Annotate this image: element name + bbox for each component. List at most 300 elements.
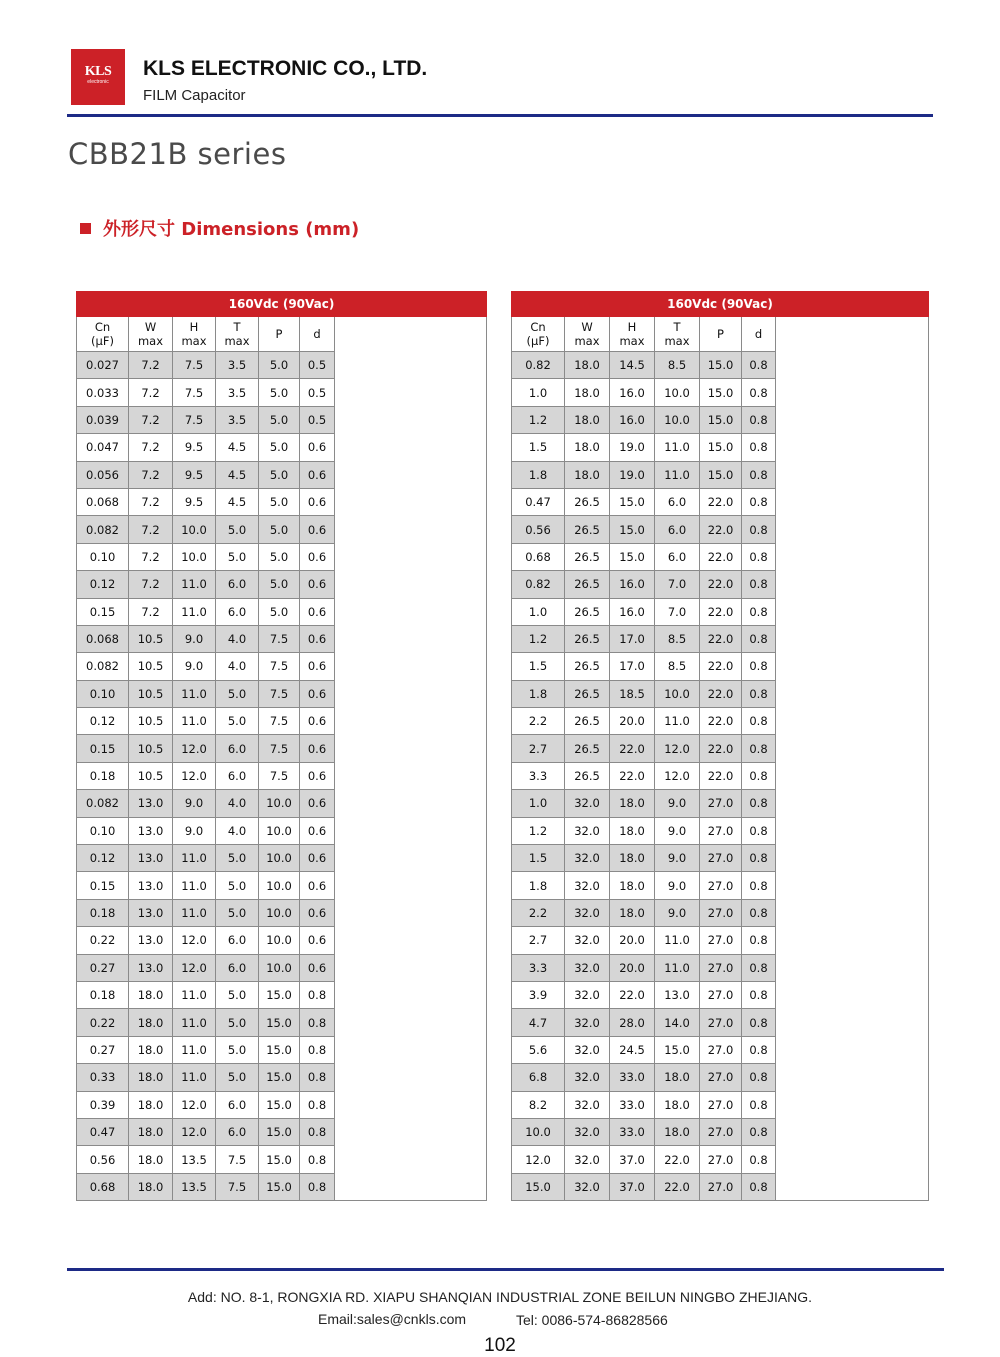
table-cell: 13.0 [129,817,173,844]
table-cell: 7.2 [129,461,173,488]
table-cell: 18.0 [565,406,610,433]
table-cell: 15.0 [259,1146,300,1173]
table-cell: 18.0 [129,1146,173,1173]
table-cell: 1.8 [512,680,565,707]
table-cell: 11.0 [173,708,216,735]
table-cell: 5.0 [259,598,300,625]
table-row [512,708,929,735]
table-cell: 32.0 [565,1064,610,1091]
table-cell: 0.8 [742,1091,776,1118]
empty-cell [335,1146,487,1173]
table-cell: 0.8 [742,598,776,625]
logo-subtext: electronic [87,79,109,85]
footer-email: Email:sales@cnkls.com [318,1311,467,1327]
table-cell: 15.0 [700,406,742,433]
table-cell: 0.5 [300,379,335,406]
table-cell: 0.082 [77,653,129,680]
column-header-unit: (μF) [91,334,114,348]
table-cell: 0.10 [77,680,129,707]
table-cell: 0.8 [742,1009,776,1036]
table-cell: 0.8 [300,1064,335,1091]
table-cell: 7.2 [129,488,173,515]
table-cell: 22.0 [700,735,742,762]
table-cell: 0.22 [77,927,129,954]
column-header [129,317,173,352]
empty-cell [776,516,929,543]
table-cell: 26.5 [565,598,610,625]
table-cell: 0.6 [300,762,335,789]
table-row [77,899,487,926]
table-cell: 26.5 [565,708,610,735]
table-row [77,708,487,735]
table-cell: 33.0 [610,1064,655,1091]
table-cell: 0.8 [742,1064,776,1091]
table-cell: 9.0 [173,790,216,817]
column-header [77,317,129,352]
table-cell: 0.6 [300,653,335,680]
table-cell: 20.0 [610,954,655,981]
table-row [512,817,929,844]
empty-cell [776,461,929,488]
table-cell: 0.82 [512,571,565,598]
table-cell: 0.8 [742,954,776,981]
logo-text: KLS [84,64,112,79]
table-cell: 8.5 [655,625,700,652]
table-cell: 11.0 [173,680,216,707]
empty-cell [776,434,929,461]
empty-cell [776,845,929,872]
column-header [173,317,216,352]
table-cell: 0.6 [300,708,335,735]
table-row [512,543,929,570]
table-row [77,1146,487,1173]
column-header-label: Cn [94,320,111,334]
column-header-label: Cn [530,320,546,334]
table-cell: 26.5 [565,735,610,762]
table-cell: 12.0 [655,735,700,762]
square-bullet-icon [80,223,91,234]
column-header-label: d [313,327,321,341]
table-cell: 5.0 [216,708,259,735]
table-cell: 26.5 [565,516,610,543]
table-cell: 11.0 [173,899,216,926]
table-cell: 9.0 [655,817,700,844]
table-cell: 22.0 [700,571,742,598]
table-cell: 0.8 [742,762,776,789]
table-cell: 13.0 [129,927,173,954]
table-cell: 0.8 [742,352,776,379]
table-cell: 15.0 [700,352,742,379]
table-cell: 12.0 [655,762,700,789]
table-cell: 0.8 [742,461,776,488]
table-cell: 32.0 [565,981,610,1008]
empty-cell [335,927,487,954]
table-cell: 18.0 [565,434,610,461]
table-cell: 0.082 [77,790,129,817]
table-cell: 5.0 [216,1009,259,1036]
empty-cell [335,625,487,652]
table-cell: 7.5 [173,352,216,379]
table-row [512,1118,929,1145]
table-cell: 15.0 [259,1091,300,1118]
table-cell: 20.0 [610,927,655,954]
table-cell: 10.0 [259,954,300,981]
table-row [77,981,487,1008]
table-row [77,845,487,872]
table-cell: 0.047 [77,434,129,461]
table-cell: 0.12 [77,845,129,872]
table-cell: 0.15 [77,872,129,899]
table-cell: 33.0 [610,1091,655,1118]
table-cell: 5.0 [216,516,259,543]
table-cell: 17.0 [610,625,655,652]
table-cell: 5.0 [216,872,259,899]
table-cell: 14.5 [610,352,655,379]
table-cell: 32.0 [565,845,610,872]
table-row [512,954,929,981]
table-cell: 22.0 [610,981,655,1008]
table-cell: 26.5 [565,571,610,598]
empty-cell [335,899,487,926]
table-cell: 0.5 [300,406,335,433]
table-cell: 1.0 [512,379,565,406]
table-row [512,872,929,899]
empty-cell [776,762,929,789]
table-cell: 0.6 [300,790,335,817]
table-row [77,1118,487,1145]
table-cell: 18.0 [129,1064,173,1091]
table-cell: 0.5 [300,352,335,379]
table-cell: 0.10 [77,543,129,570]
empty-cell [776,790,929,817]
table-cell: 27.0 [700,817,742,844]
table-cell: 10.0 [655,379,700,406]
column-header-label: W [581,320,593,334]
empty-cell [776,927,929,954]
table-cell: 4.5 [216,434,259,461]
table-cell: 18.0 [610,872,655,899]
empty-cell [335,516,487,543]
table-row [77,954,487,981]
empty-cell [776,680,929,707]
table-cell: 7.0 [655,598,700,625]
table-cell: 22.0 [700,516,742,543]
table-row [77,352,487,379]
table-row [512,653,929,680]
table-cell: 0.8 [300,1009,335,1036]
table-cell: 6.0 [216,1118,259,1145]
table-cell: 7.2 [129,516,173,543]
table-cell: 10.0 [259,845,300,872]
table-cell: 27.0 [700,981,742,1008]
table-cell: 16.0 [610,571,655,598]
column-header [742,317,776,352]
empty-cell [335,434,487,461]
table-cell: 6.0 [216,927,259,954]
table-cell: 15.0 [512,1173,565,1200]
table-cell: 18.0 [610,899,655,926]
table-cell: 0.18 [77,762,129,789]
column-header-unit: max [137,334,164,348]
table-cell: 37.0 [610,1146,655,1173]
table-cell: 27.0 [700,1173,742,1200]
table-cell: 22.0 [655,1146,700,1173]
voltage-rating-header: 160Vdc (90Vac) [77,292,487,317]
table-cell: 1.5 [512,845,565,872]
table-cell: 4.0 [216,625,259,652]
table-cell: 32.0 [565,927,610,954]
empty-column [776,317,929,352]
table-row [512,899,929,926]
table-cell: 6.0 [216,762,259,789]
empty-cell [335,845,487,872]
table-cell: 18.0 [129,981,173,1008]
table-cell: 20.0 [610,708,655,735]
table-cell: 22.0 [700,598,742,625]
table-cell: 5.0 [216,543,259,570]
table-cell: 0.068 [77,625,129,652]
table-cell: 0.8 [300,1118,335,1145]
table-cell: 11.0 [173,1064,216,1091]
table-cell: 32.0 [565,790,610,817]
empty-cell [335,1036,487,1063]
empty-cell [335,598,487,625]
table-cell: 0.39 [77,1091,129,1118]
table-cell: 5.0 [259,379,300,406]
table-cell: 0.27 [77,954,129,981]
table-cell: 0.8 [742,708,776,735]
empty-cell [335,379,487,406]
table-cell: 18.0 [129,1009,173,1036]
table-cell: 27.0 [700,790,742,817]
table-cell: 12.0 [173,927,216,954]
table-row [512,1146,929,1173]
table-cell: 5.6 [512,1036,565,1063]
table-cell: 7.5 [259,708,300,735]
table-cell: 7.2 [129,543,173,570]
table-cell: 0.033 [77,379,129,406]
table-cell: 15.0 [259,1036,300,1063]
table-cell: 0.6 [300,817,335,844]
table-cell: 11.0 [173,872,216,899]
table-cell: 12.0 [173,735,216,762]
column-header-unit: (μF) [526,334,550,348]
table-cell: 18.0 [129,1173,173,1200]
table-cell: 0.8 [742,899,776,926]
table-cell: 0.056 [77,461,129,488]
table-cell: 0.6 [300,680,335,707]
table-cell: 8.5 [655,653,700,680]
table-cell: 10.5 [129,625,173,652]
table-row [77,1064,487,1091]
table-cell: 18.0 [610,790,655,817]
table-cell: 37.0 [610,1173,655,1200]
table-cell: 0.8 [742,379,776,406]
table-cell: 5.0 [216,1064,259,1091]
table-cell: 27.0 [700,1036,742,1063]
table-cell: 27.0 [700,1064,742,1091]
table-cell: 32.0 [565,1118,610,1145]
empty-cell [335,762,487,789]
table-row [77,735,487,762]
table-cell: 6.0 [216,735,259,762]
table-row [512,927,929,954]
table-cell: 19.0 [610,461,655,488]
table-cell: 32.0 [565,817,610,844]
table-cell: 13.0 [129,872,173,899]
table-row [512,434,929,461]
table-cell: 7.2 [129,379,173,406]
table-cell: 18.0 [129,1091,173,1118]
table-cell: 10.5 [129,762,173,789]
table-cell: 26.5 [565,488,610,515]
table-cell: 9.0 [655,845,700,872]
empty-cell [335,680,487,707]
footer-phone: Tel: 0086-574-86828566 [516,1312,668,1328]
table-row [77,653,487,680]
dimensions-table-right [511,291,929,1201]
table-cell: 13.5 [173,1146,216,1173]
page-title: CBB21B series [68,137,287,171]
table-cell: 9.0 [655,790,700,817]
table-cell: 10.0 [259,872,300,899]
table-row [77,461,487,488]
table-cell: 0.18 [77,899,129,926]
table-cell: 3.3 [512,954,565,981]
table-cell: 24.5 [610,1036,655,1063]
empty-cell [776,352,929,379]
table-row [77,1009,487,1036]
table-cell: 27.0 [700,1146,742,1173]
table-cell: 7.5 [259,653,300,680]
table-cell: 6.0 [655,516,700,543]
table-cell: 22.0 [700,625,742,652]
column-header [700,317,742,352]
table-cell: 0.6 [300,461,335,488]
table-cell: 5.0 [216,680,259,707]
empty-cell [335,817,487,844]
column-header [300,317,335,352]
table-cell: 13.0 [655,981,700,1008]
table-cell: 11.0 [173,845,216,872]
table-cell: 1.0 [512,790,565,817]
table-cell: 32.0 [565,1173,610,1200]
table-cell: 0.6 [300,954,335,981]
table-cell: 0.8 [742,653,776,680]
table-cell: 8.2 [512,1091,565,1118]
table-cell: 0.56 [77,1146,129,1173]
empty-cell [776,708,929,735]
table-row [512,352,929,379]
empty-cell [335,735,487,762]
table-cell: 18.0 [655,1091,700,1118]
column-header-label: H [189,320,199,334]
table-cell: 22.0 [700,680,742,707]
table-cell: 0.8 [742,571,776,598]
table-cell: 22.0 [610,735,655,762]
table-row [77,516,487,543]
empty-cell [335,352,487,379]
table-cell: 0.8 [300,1146,335,1173]
empty-cell [776,1173,929,1200]
table-cell: 9.0 [173,817,216,844]
table-cell: 1.2 [512,625,565,652]
table-cell: 10.5 [129,708,173,735]
table-cell: 15.0 [259,1118,300,1145]
table-cell: 6.0 [216,571,259,598]
empty-cell [335,571,487,598]
table-row [512,406,929,433]
empty-cell [776,899,929,926]
table-cell: 7.2 [129,434,173,461]
empty-cell [335,1118,487,1145]
table-cell: 28.0 [610,1009,655,1036]
table-row [77,817,487,844]
column-header-unit: max [224,334,250,348]
table-cell: 10.0 [259,790,300,817]
table-cell: 7.2 [129,571,173,598]
column-header-label: T [673,320,681,334]
empty-cell [776,1118,929,1145]
table-cell: 27.0 [700,845,742,872]
empty-cell [776,1091,929,1118]
table-cell: 22.0 [700,543,742,570]
table-cell: 0.8 [300,1091,335,1118]
empty-cell [335,406,487,433]
table-cell: 0.8 [742,927,776,954]
table-cell: 0.82 [512,352,565,379]
table-cell: 13.0 [129,954,173,981]
table-cell: 0.8 [300,1173,335,1200]
empty-cell [776,625,929,652]
table-row [512,1173,929,1200]
table-cell: 0.68 [77,1173,129,1200]
dimensions-table-left [76,291,487,1201]
empty-cell [776,735,929,762]
table-cell: 27.0 [700,927,742,954]
table-cell: 0.8 [742,1118,776,1145]
product-category: FILM Capacitor [143,87,246,104]
footer-divider [67,1268,944,1271]
table-cell: 13.0 [129,899,173,926]
table-cell: 11.0 [173,598,216,625]
table-cell: 9.5 [173,488,216,515]
table-cell: 6.8 [512,1064,565,1091]
table-cell: 0.12 [77,708,129,735]
table-cell: 0.18 [77,981,129,1008]
table-cell: 0.8 [742,488,776,515]
table-cell: 0.6 [300,899,335,926]
table-cell: 1.5 [512,653,565,680]
table-cell: 18.0 [129,1118,173,1145]
empty-cell [335,708,487,735]
table-row [512,516,929,543]
table-cell: 13.0 [129,790,173,817]
empty-cell [335,1173,487,1200]
table-cell: 0.8 [742,516,776,543]
table-row [77,680,487,707]
table-cell: 11.0 [655,954,700,981]
table-row [77,434,487,461]
table-cell: 5.0 [259,434,300,461]
table-row [77,927,487,954]
table-row [512,790,929,817]
empty-cell [335,488,487,515]
table-cell: 0.6 [300,625,335,652]
table-cell: 7.2 [129,352,173,379]
table-cell: 27.0 [700,954,742,981]
table-cell: 3.5 [216,379,259,406]
